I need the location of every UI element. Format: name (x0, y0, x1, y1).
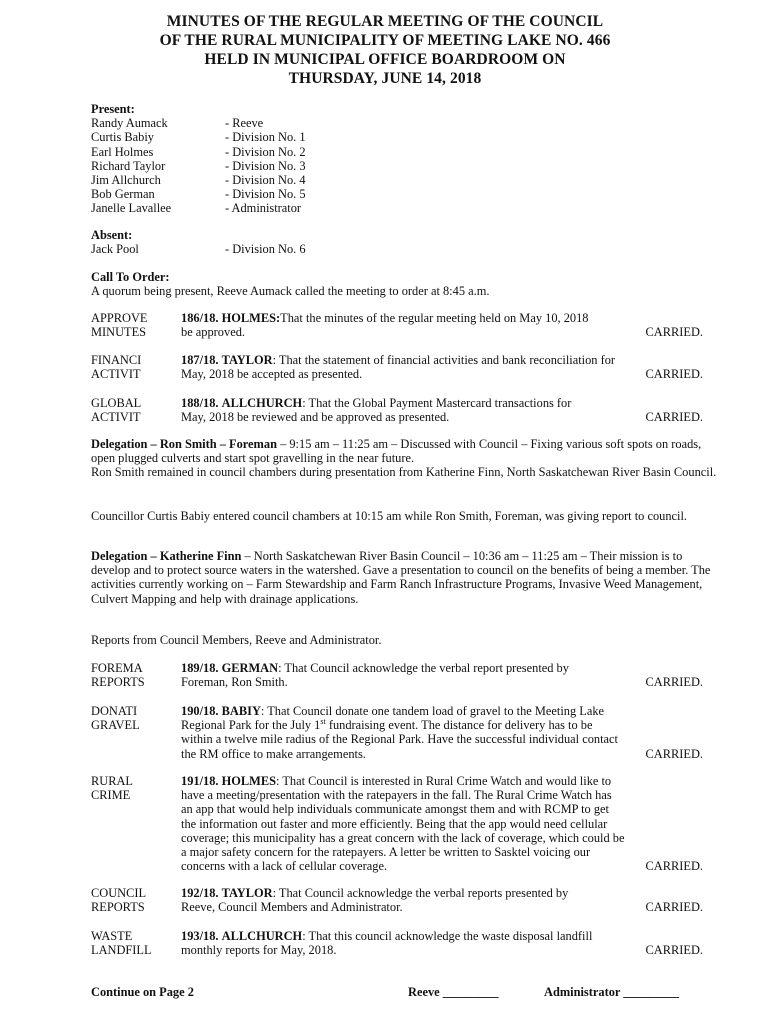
motion-text: concerns with a lack of cellular coverage. (181, 859, 388, 874)
roster-row (91, 145, 306, 159)
motion-line (181, 802, 721, 816)
motion-line-text (181, 367, 362, 381)
motion-margin-label: DONATI GRAVEL (91, 704, 140, 733)
motion-line-text (181, 817, 607, 831)
member-name: Curtis Babiy (91, 130, 154, 145)
motion-line (181, 845, 721, 859)
call-to-order-text: A quorum being present, Reeve Aumack called the meeting to order at 8:45 a.m. (91, 284, 490, 299)
motion-body (181, 929, 721, 957)
motion-line (181, 661, 721, 675)
carried-label: CARRIED. (645, 900, 703, 915)
motion-line-text (181, 802, 609, 816)
motion-text: : That Council is interested in Rural Crime Watch and would like to (276, 774, 612, 788)
motion-body (181, 311, 721, 339)
title-line: MINUTES OF THE REGULAR MEETING OF THE COUNCIL (166, 13, 604, 30)
motion-number: 189/18. (181, 661, 219, 675)
motion-mover: ALLCHURCH (221, 396, 303, 410)
carried-label: CARRIED. (645, 325, 703, 340)
motion-text: : That the statement of financial activities and bank reconciliation for (272, 353, 616, 367)
motion-line (181, 396, 721, 410)
motion-line-text (181, 661, 569, 675)
delegation-katherine-finn (91, 549, 723, 606)
carried-label: CARRIED. (645, 746, 703, 761)
delegation-heading: Delegation – Ron Smith – Foreman (91, 437, 277, 451)
motion-text: coverage; this municipality has a great concern with the lack of coverage, which could be (181, 830, 625, 845)
call-to-order-heading: Call To Order: (91, 270, 170, 284)
roster-row (91, 116, 306, 130)
motion-number: 190/18. (181, 704, 219, 718)
motion-line (181, 675, 721, 689)
motion-text: have a meeting/presentation with the ratepayers in the fall. The Rural Crime Watch has (181, 788, 612, 803)
motion-line-text (181, 788, 612, 802)
motion-line-text (181, 311, 589, 325)
motion-line (181, 325, 721, 339)
motion-line-text (181, 859, 387, 873)
delegation-ron-smith (91, 437, 723, 480)
roster-row (91, 130, 306, 144)
motion-mover: TAYLOR (221, 886, 273, 900)
motion-body (181, 353, 721, 381)
motion-line-text (181, 396, 571, 410)
motion-text: fundraising event. The distance for delivery has to be (325, 718, 593, 733)
motion-line-text (181, 831, 624, 845)
motion-text: May, 2018 be accepted as presented. (181, 367, 363, 382)
motion-line-text (181, 845, 590, 859)
motion-text: Regional Park for the July 1 (181, 718, 321, 733)
reports-intro: Reports from Council Members, Reeve and Administrator. (91, 633, 382, 647)
motion-text: the RM office to make arrangements. (181, 746, 366, 761)
motion-line-text (181, 675, 288, 689)
motion-margin-label: RURAL CRIME (91, 774, 133, 803)
motion-mover: ALLCHURCH (221, 929, 303, 943)
motion-number: 193/18. (181, 929, 219, 943)
member-role: - Reeve (225, 116, 264, 131)
member-role: - Division No. 1 (225, 130, 306, 145)
motion-text: an app that would help individuals communicate amongst them and with RCMP to get (181, 802, 609, 817)
carried-label: CARRIED. (645, 675, 703, 690)
roster-row (91, 242, 306, 256)
member-role: - Division No. 3 (225, 158, 306, 173)
member-name: Jack Pool (91, 242, 139, 257)
administrator-signature-line: Administrator _________ (544, 985, 680, 999)
present-list (91, 116, 306, 215)
motion-text: Reeve, Council Members and Administrator. (181, 900, 403, 915)
member-name: Bob German (91, 187, 155, 202)
motion-number: 192/18. (181, 886, 219, 900)
motion-line-text (181, 774, 611, 788)
motion-line (181, 311, 721, 325)
motion-line-text (181, 943, 336, 957)
councillor-note: Councillor Curtis Babiy entered council chambers at 10:15 am while Ron Smith, Foreman, was giving report to council. (91, 509, 688, 523)
continue-note: Continue on Page 2 (91, 985, 194, 999)
motion-line (181, 732, 721, 746)
motion-line (181, 886, 721, 900)
motion-line (181, 774, 721, 788)
member-name: Janelle Lavallee (91, 201, 172, 216)
motion-body (181, 886, 721, 914)
absent-heading: Absent: (91, 228, 133, 242)
member-name: Randy Aumack (91, 116, 168, 131)
motion-line (181, 929, 721, 943)
delegation-text: – North Saskatchewan River Basin Council – 10:36 am – 11:25 am – Their mission is to develop and to protect source waters in the watershed. Gave a presentation to council on the benefits of being a member. The activities currently working on – Farm Stewardship and Farm Ranch Infrastructure Programs, Invasive Weed Management, Culvert Mapping and help with drainage applications. (91, 549, 711, 606)
motion-number: 186/18. (181, 311, 219, 325)
member-role: - Division No. 2 (225, 144, 306, 159)
member-role: - Division No. 6 (225, 242, 306, 257)
absent-section (91, 228, 306, 256)
delegation-text: – 9:15 am – 11:25 am – Discussed with Council – Fixing various soft spots on roads, open plugged culverts and start spot gravelling in the near future. (91, 437, 702, 466)
motion-mover: HOLMES: (221, 311, 281, 325)
motion-margin-label: WASTE LANDFILL (91, 929, 152, 958)
motion-mover: GERMAN (221, 661, 279, 675)
motion-text: : That the Global Payment Mastercard transactions for (302, 396, 572, 410)
motion-line-text (181, 718, 593, 732)
title-line: OF THE RURAL MUNICIPALITY OF MEETING LAKE NO. 466 (159, 32, 611, 49)
motion-margin-label: COUNCIL REPORTS (91, 886, 147, 915)
carried-label: CARRIED. (645, 410, 703, 425)
motion-text: : That Council donate one tandem load of gravel to the Meeting Lake (260, 704, 605, 718)
motion-line-text (181, 353, 615, 367)
motion-number: 191/18. (181, 774, 219, 788)
motion-text: : That this council acknowledge the waste disposal landfill (302, 929, 593, 943)
motion-mover: TAYLOR (221, 353, 273, 367)
motion-line-text (181, 929, 592, 943)
motion-text: That the minutes of the regular meeting held on May 10, 2018 (280, 311, 589, 325)
motion-margin-label: FINANCI ACTIVIT (91, 353, 142, 382)
member-role: - Administrator (225, 201, 302, 216)
member-name: Jim Allchurch (91, 172, 161, 187)
document-title (60, 12, 710, 88)
motion-line (181, 747, 721, 761)
roster-row (91, 173, 306, 187)
motion-margin-label: APPROVE MINUTES (91, 311, 148, 340)
motion-body (181, 704, 721, 761)
member-name: Earl Holmes (91, 144, 154, 159)
motion-line (181, 367, 721, 381)
motion-text: within a twelve mile radius of the Regional Park. Have the successful individual contact (181, 732, 618, 747)
motion-number: 188/18. (181, 396, 219, 410)
motion-line-text (181, 886, 568, 900)
motion-line (181, 859, 721, 873)
motion-text: : That Council acknowledge the verbal reports presented by (272, 886, 569, 900)
motion-line-text (181, 747, 366, 761)
motion-line-text (181, 704, 604, 718)
motion-line (181, 410, 721, 424)
motion-line-text (181, 900, 403, 914)
motion-text: monthly reports for May, 2018. (181, 943, 337, 958)
call-to-order-section (91, 270, 723, 298)
motion-number: 187/18. (181, 353, 219, 367)
roster-row (91, 187, 306, 201)
title-line: HELD IN MUNICIPAL OFFICE BOARDROOM ON (204, 51, 566, 68)
motion-line (181, 831, 721, 845)
motion-line-text (181, 325, 245, 339)
motion-line (181, 704, 721, 718)
present-section (91, 102, 306, 216)
carried-label: CARRIED. (645, 859, 703, 874)
motion-line (181, 943, 721, 957)
motion-text: : That Council acknowledge the verbal report presented by (278, 661, 569, 675)
motion-body (181, 774, 721, 873)
motion-body (181, 396, 721, 424)
member-role: - Division No. 4 (225, 172, 306, 187)
carried-label: CARRIED. (645, 367, 703, 382)
superscript: st (320, 717, 326, 727)
motion-line (181, 353, 721, 367)
motion-line (181, 788, 721, 802)
motion-line-text (181, 732, 618, 746)
member-name: Richard Taylor (91, 158, 166, 173)
reeve-signature-line: Reeve _________ (408, 985, 499, 999)
motion-line (181, 817, 721, 831)
motion-line-text (181, 410, 449, 424)
member-role: - Division No. 5 (225, 187, 306, 202)
motion-mover: HOLMES (221, 774, 277, 788)
roster-row (91, 159, 306, 173)
motion-margin-label: GLOBAL ACTIVIT (91, 396, 142, 425)
motion-margin-label: FOREMA REPORTS (91, 661, 145, 690)
motion-text: the information out faster and more efficiently. Being that the app would need cellular (181, 816, 608, 831)
motion-text: May, 2018 be reviewed and be approved as presented. (181, 410, 450, 425)
motion-text: be approved. (181, 325, 245, 340)
motion-body (181, 661, 721, 689)
delegation-heading: Delegation – Katherine Finn (91, 549, 242, 563)
motion-text: a major safety concern for the ratepayers. A letter be written to Sasktel voicing our (181, 845, 591, 860)
carried-label: CARRIED. (645, 943, 703, 958)
motion-line (181, 900, 721, 914)
title-line: THURSDAY, JUNE 14, 2018 (288, 70, 482, 87)
present-heading: Present: (91, 102, 135, 116)
motion-text: Foreman, Ron Smith. (181, 675, 288, 690)
absent-list (91, 242, 306, 256)
motion-line (181, 718, 721, 732)
delegation-note: Ron Smith remained in council chambers during presentation from Katherine Finn, North Saskatchewan River Basin Council. (91, 465, 717, 480)
motion-mover: BABIY (221, 704, 261, 718)
roster-row (91, 201, 306, 215)
